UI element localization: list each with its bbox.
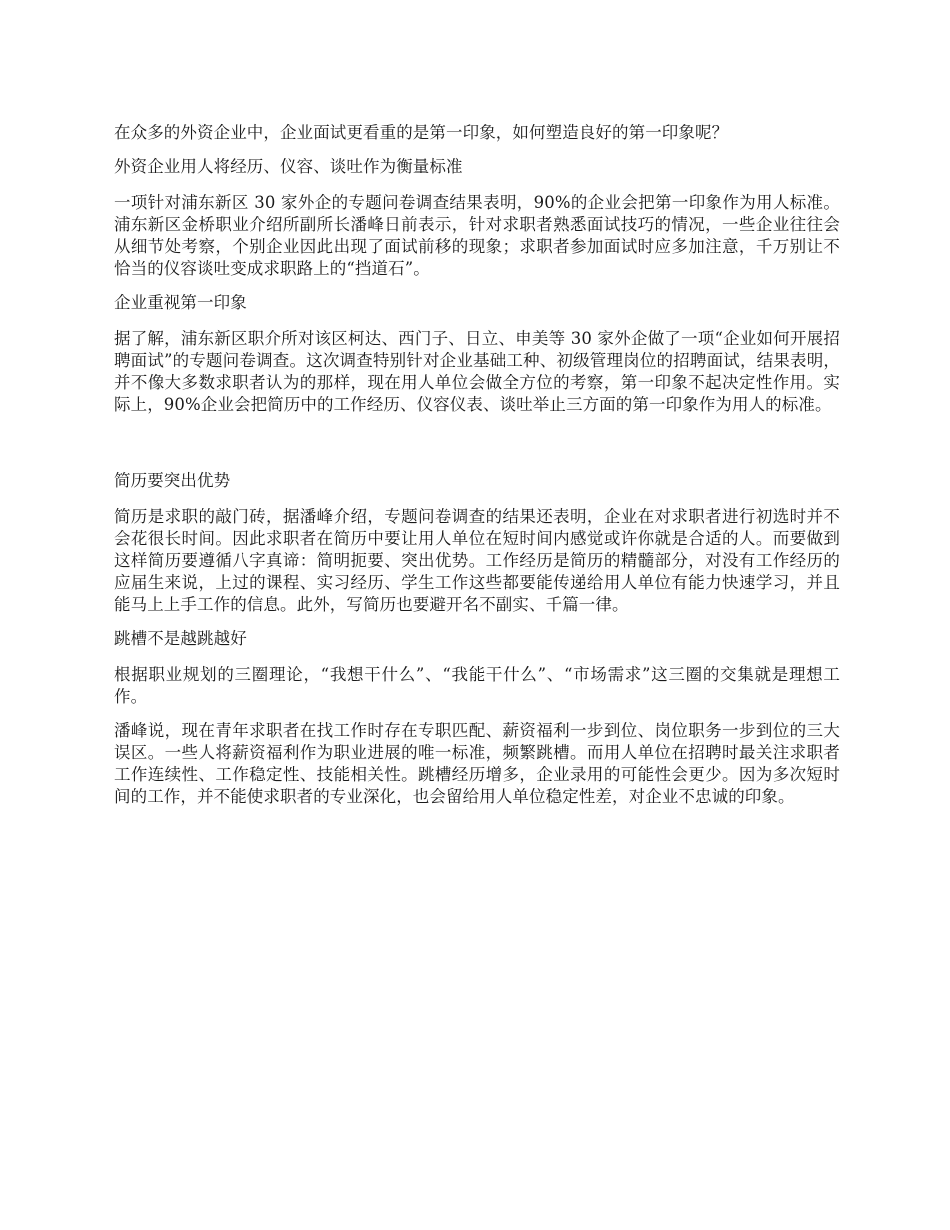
section-heading-first-impression: 企业重视第一印象	[114, 293, 247, 312]
resume-paragraph: 简历是求职的敲门砖，据潘峰介绍，专题问卷调查的结果还表明，企业在对求职者进行初选时并不会花很长时间。因此求职者在简历中要让用人单位在短时间内感觉或许你就是合适的人。而要做到这样简历要遵循八字真谛：简明扼要、突出优势。工作经历是简历的精髓部分，对没有工作经历的应届生来说，上过的课程、实习经历、学生工作这些都要能传递给用人单位有能力快速学习，并且能马上上手工作的信息。此外，写简历也要避开名不副实、千篇一律。	[114, 507, 840, 614]
document-body	[114, 122, 840, 808]
three-circles-paragraph: 根据职业规划的三圈理论，“我想干什么”、“我能干什么”、“市场需求”这三圈的交集就是理想工作。	[114, 665, 840, 706]
first-impression-paragraph: 据了解，浦东新区职介所对该区柯达、西门子、日立、申美等 30 家外企做了一项“企业如何开展招聘面试”的专题问卷调查。这次调查特别针对企业基础工种、初级管理岗位的招聘面试，结果表明，并不像大多数求职者认为的那样，现在用人单位会做全方位的考察，第一印象不起决定性作用。实际上，90%企业会把简历中的工作经历、仪容仪表、谈吐举止三方面的第一印象作为用人的标准。	[114, 329, 840, 414]
job-hopping-paragraph: 潘峰说，现在青年求职者在找工作时存在专职匹配、薪资福利一步到位、岗位职务一步到位的三大误区。一些人将薪资福利作为职业进展的唯一标准，频繁跳槽。而用人单位在招聘时最关注求职者工作连续性、工作稳定性、技能相关性。跳槽经历增多，企业录用的可能性会更少。因为多次短时间的工作，并不能使求职者的专业深化，也会留给用人单位稳定性差，对企业不忠诚的印象。	[114, 721, 840, 806]
section-heading-resume: 简历要突出优势	[114, 471, 231, 490]
intro-paragraph: 在众多的外资企业中，企业面试更看重的是第一印象，如何塑造良好的第一印象呢？	[114, 123, 729, 142]
section-heading-standards: 外资企业用人将经历、仪容、谈吐作为衡量标准	[114, 157, 463, 176]
section-heading-job-hopping: 跳槽不是越跳越好	[114, 629, 247, 648]
survey-paragraph: 一项针对浦东新区 30 家外企的专题问卷调查结果表明，90%的企业会把第一印象作为用人标准。浦东新区金桥职业介绍所副所长潘峰日前表示，针对求职者熟悉面试技巧的情况，一些企业往往会从细节处考察，个别企业因此出现了面试前移的现象；求职者参加面试时应多加注意，千万别让不恰当的仪容谈吐变成求职路上的“挡道石”。	[114, 193, 840, 278]
